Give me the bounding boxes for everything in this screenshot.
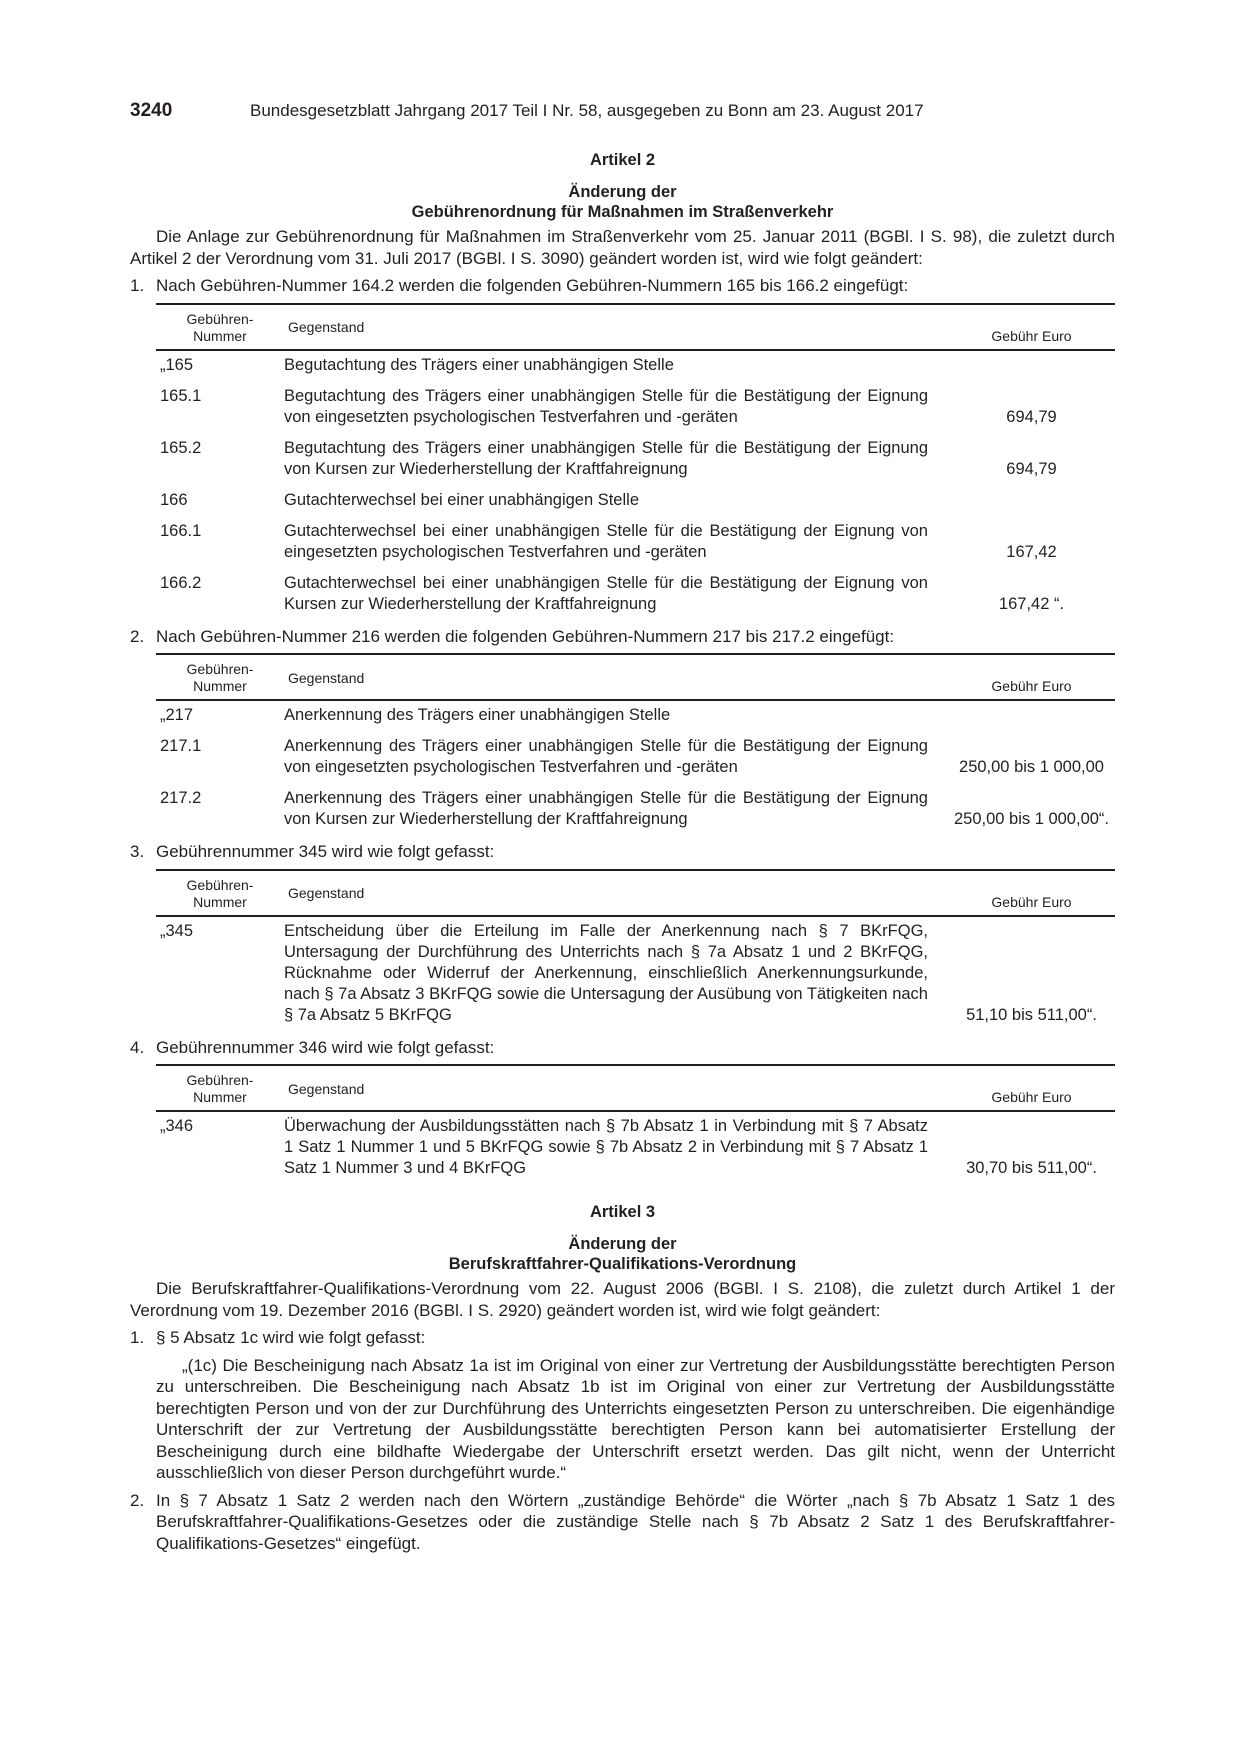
fee-amount: 30,70 bis 511,00“. bbox=[966, 1159, 1097, 1177]
item-text: Gebührennummer 345 wird wie folgt gefasst: bbox=[156, 842, 495, 861]
article-3-heading-line2: Berufskraftfahrer-Qualifikations-Verordnung bbox=[448, 1255, 797, 1273]
table-row bbox=[156, 433, 1115, 485]
fee-amount bbox=[948, 350, 1115, 381]
page-content bbox=[130, 150, 1115, 1554]
header-fee: Gebühr Euro bbox=[948, 304, 1115, 350]
page-header bbox=[130, 100, 1120, 128]
fee-number: „346 bbox=[160, 1117, 194, 1135]
article-2-heading-line1: Änderung der bbox=[568, 183, 677, 201]
page-number: 3240 bbox=[130, 100, 173, 121]
header-fee: Gebühr Euro bbox=[948, 870, 1115, 916]
item-number: 1. bbox=[130, 276, 145, 295]
fee-amount: 51,10 bis 511,00“. bbox=[966, 1005, 1097, 1024]
subject: Anerkennung des Trägers einer unabhängigen Stelle bbox=[284, 706, 671, 724]
fee-number: 166.2 bbox=[160, 573, 202, 592]
list-item bbox=[130, 841, 1115, 863]
article-2-intro: Die Anlage zur Gebührenordnung für Maßnahmen im Straßenverkehr vom 25. Januar 2011 (BGBl. I S. 98), die zuletzt durch Artikel 2 der Verordnung vom 31. Juli 2017 (BGBl. I S. 3090) geändert worden ist, wird wie folgt geändert: bbox=[130, 227, 1115, 268]
fee-number: 165.2 bbox=[160, 438, 202, 457]
subject: Begutachtung des Trägers einer unabhängigen Stelle für die Bestätigung der Eignung von Kursen zur Wiederherstellung der Kraftfahreignung bbox=[284, 438, 928, 478]
item-number: 3. bbox=[130, 842, 145, 861]
table-row bbox=[156, 381, 1115, 433]
subject: Überwachung der Ausbildungsstätten nach § 7b Absatz 1 in Verbindung mit § 7 Absatz 1 Satz 1 Nummer 1 und 5 BKrFQG sowie § 7b Absatz 2 in Verbindung mit § 7 Absatz 1 Satz 1 Nummer 3 und 4 BKrFQG bbox=[284, 1117, 928, 1177]
subject: Gutachterwechsel bei einer unabhängigen Stelle für die Bestätigung der Eignung von eingesetzten psychologischen Testverfahren und -geräten bbox=[284, 521, 928, 561]
article-2-title: Artikel 2 bbox=[589, 151, 656, 169]
item-text: § 5 Absatz 1c wird wie folgt gefasst: bbox=[156, 1328, 426, 1347]
header-subject: Gegenstand bbox=[284, 870, 948, 916]
header-subject: Gegenstand bbox=[284, 654, 948, 700]
article-3-heading-line1: Änderung der bbox=[568, 1235, 677, 1253]
fee-amount: 694,79 bbox=[1006, 459, 1057, 478]
fee-table bbox=[156, 1064, 1115, 1184]
subject: Gutachterwechsel bei einer unabhängigen Stelle bbox=[284, 490, 639, 509]
table-row bbox=[156, 1111, 1115, 1184]
fee-amount bbox=[948, 485, 1115, 516]
list-item bbox=[130, 1490, 1115, 1555]
subject: Entscheidung über die Erteilung im Falle der Anerkennung nach § 7 BKrFQG, Untersagung der Durchführung des Unterrichts nach § 7a Absatz 1 und 2 BKrFQG, Rücknahme oder Widerruf der Anerkennung, einschließlich Anerkennungsurkunde, nach § 7a Absatz 3 BKrFQG sowie die Untersagung der Ausübung von Tätigkeiten nach § 7a Absatz 5 BKrFQG bbox=[284, 921, 928, 1024]
item-text: Gebührennummer 346 wird wie folgt gefasst: bbox=[156, 1037, 495, 1057]
fee-amount: 250,00 bis 1 000,00“. bbox=[953, 810, 1110, 828]
table-row bbox=[156, 783, 1115, 835]
fee-table bbox=[156, 869, 1115, 1031]
fee-number: 165.1 bbox=[160, 386, 202, 405]
item-number: 1. bbox=[130, 1328, 145, 1347]
subject: Begutachtung des Trägers einer unabhängigen Stelle bbox=[284, 355, 674, 374]
table-row bbox=[156, 485, 1115, 516]
fee-number: 166.1 bbox=[160, 521, 202, 540]
subject: Gutachterwechsel bei einer unabhängigen Stelle für die Bestätigung der Eignung von Kursen zur Wiederherstellung der Kraftfahreignung bbox=[284, 573, 928, 613]
article-3-intro: Die Berufskraftfahrer-Qualifikations-Verordnung vom 22. August 2006 (BGBl. I S. 2108), die zuletzt durch Artikel 1 der Verordnung vom 19. Dezember 2016 (BGBl. I S. 2920) geändert worden ist, wird wie folgt geändert: bbox=[130, 1279, 1115, 1320]
quoted-paragraph: „(1c) Die Bescheinigung nach Absatz 1a ist im Original von einer zur Vertretung der Ausbildungsstätte berechtigten Person zu unterschreiben. Die Bescheinigung nach Absatz 1b ist im Original von einer zur Vertretung der Ausbildungsstätte berechtigten Person und von der zur Durchführung des Unterrichts eingesetzten Person zu unterschreiben. Die eigenhändige Unterschrift der zur Vertretung der Ausbildungsstätte berechtigten Person kann bei automatisierter Erstellung der Bescheinigung durch eine bildhafte Wiedergabe der Unterschrift ersetzt werden. Das gilt nicht, wenn der Unterricht ausschließlich von dieser Person durchgeführt wurde.“ bbox=[156, 1355, 1115, 1482]
list-item bbox=[130, 275, 1115, 297]
table-row bbox=[156, 916, 1115, 1031]
item-text: In § 7 Absatz 1 Satz 2 werden nach den Wörtern „zuständige Behörde“ die Wörter „nach § 7b Absatz 1 Satz 1 des Berufskraftfahrer-Qualifikations-Gesetzes oder die zuständige Stelle nach § 7b Absatz 2 Satz 1 des Berufskraftfahrer-Qualifikations-Gesetzes“ eingefügt. bbox=[156, 1490, 1115, 1553]
fee-number: 217.1 bbox=[160, 737, 202, 755]
fee-number: 217.2 bbox=[160, 789, 202, 807]
list-item bbox=[130, 626, 1115, 648]
fee-amount bbox=[948, 700, 1115, 731]
fee-table bbox=[156, 303, 1115, 620]
subject: Anerkennung des Trägers einer unabhängigen Stelle für die Bestätigung der Eignung von eingesetzten psychologischen Testverfahren und -geräten bbox=[284, 737, 928, 776]
article-3-title: Artikel 3 bbox=[589, 1203, 656, 1221]
table-row bbox=[156, 516, 1115, 568]
header-fee: Gebühr Euro bbox=[948, 654, 1115, 700]
fee-number: 166 bbox=[160, 490, 188, 509]
fee-number: „345 bbox=[160, 921, 194, 940]
header-fee-number: Gebühren-Nummer bbox=[156, 870, 284, 916]
item-number: 2. bbox=[130, 626, 145, 646]
table-row bbox=[156, 700, 1115, 731]
header-fee: Gebühr Euro bbox=[948, 1065, 1115, 1111]
article-2-heading-line2: Gebührenordnung für Maßnahmen im Straßenverkehr bbox=[411, 203, 834, 221]
header-fee-number: Gebühren-Nummer bbox=[156, 654, 284, 700]
list-item bbox=[130, 1327, 1115, 1349]
item-text: Nach Gebühren-Nummer 164.2 werden die folgenden Gebühren-Nummern 165 bis 166.2 eingefügt: bbox=[156, 276, 909, 295]
item-text: Nach Gebühren-Nummer 216 werden die folgenden Gebühren-Nummern 217 bis 217.2 eingefügt: bbox=[156, 626, 895, 646]
table-row bbox=[156, 568, 1115, 620]
fee-amount: 694,79 bbox=[1006, 407, 1057, 426]
subject: Anerkennung des Trägers einer unabhängigen Stelle für die Bestätigung der Eignung von Kursen zur Wiederherstellung der Kraftfahreignung bbox=[284, 789, 928, 828]
fee-amount: 250,00 bis 1 000,00 bbox=[959, 758, 1104, 776]
item-number: 4. bbox=[130, 1037, 145, 1057]
fee-amount: 167,42 bbox=[1006, 542, 1057, 561]
item-number: 2. bbox=[130, 1490, 145, 1510]
fee-table bbox=[156, 653, 1115, 835]
fee-amount: 167,42 “. bbox=[998, 594, 1065, 613]
fee-number: „165 bbox=[160, 355, 194, 374]
fee-number: „217 bbox=[160, 706, 194, 724]
header-fee-number: Gebühren-Nummer bbox=[156, 1065, 284, 1111]
header-subject: Gegenstand bbox=[284, 304, 948, 350]
header-subject: Gegenstand bbox=[284, 1065, 948, 1111]
subject: Begutachtung des Trägers einer unabhängigen Stelle für die Bestätigung der Eignung von eingesetzten psychologischen Testverfahren und -geräten bbox=[284, 386, 928, 426]
header-fee-number: Gebühren-Nummer bbox=[156, 304, 284, 350]
list-item bbox=[130, 1037, 1115, 1059]
running-title: Bundesgesetzblatt Jahrgang 2017 Teil I Nr. 58, ausgegeben zu Bonn am 23. August 2017 bbox=[250, 101, 924, 120]
table-row bbox=[156, 350, 1115, 381]
table-row bbox=[156, 731, 1115, 783]
